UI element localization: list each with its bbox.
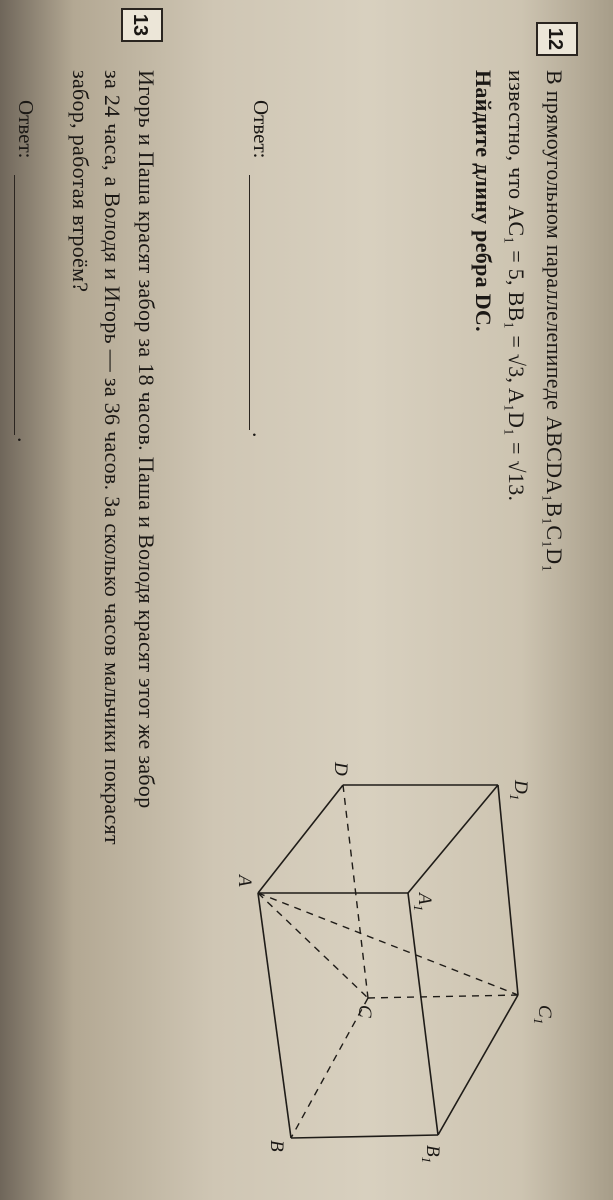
edge-d-a: [258, 785, 343, 893]
edge-a1-d1: [408, 785, 498, 893]
vertex-label-c: C: [354, 1005, 375, 1018]
edge-d1-c1: [498, 785, 518, 995]
edge-c1-b1: [438, 995, 518, 1135]
edge-a-b: [258, 893, 291, 1138]
vertex-label-a1: $A_1$: [411, 893, 435, 912]
task-13-answer-dot: .: [13, 437, 38, 443]
diagonal-a-c: [258, 893, 368, 998]
task-13-line-2: за 24 часа, а Володя и Игорь — за 36 часов. За сколько часов мальчики покрасят: [100, 70, 125, 845]
task-12-line-1: В прямоугольном параллелепипеде ABCDA₁B₁C₁D₁: [542, 70, 567, 573]
edge-b1-a1: [408, 893, 438, 1135]
vertex-label-d: D: [330, 762, 351, 776]
task-12-line-2: известно, что AC₁ = 5, BB₁ = √3, A₁D₁ = √13.: [504, 70, 529, 502]
vertex-label-d1: $D_1$: [507, 780, 531, 801]
hidden-edge-c-b: [291, 998, 368, 1138]
task-12-answer-dot: .: [248, 432, 273, 438]
task-13-answer-field[interactable]: [14, 175, 15, 435]
task-13-line-3: забор, работая втроём?: [68, 70, 93, 293]
edge-b-b1: [291, 1135, 438, 1138]
vertex-label-c1: $C_1$: [531, 1005, 555, 1025]
task-13-answer-label: Ответ:: [14, 100, 38, 159]
task-12-number: 12: [536, 22, 578, 56]
task-13-line-1: Игорь и Паша красят забор за 18 часов. Паша и Володя красят этот же забор: [134, 70, 159, 809]
vertex-label-a: A: [234, 875, 255, 887]
task-13-number: 13: [121, 8, 163, 42]
hidden-edge-d-c: [343, 785, 368, 998]
task-12-answer-label: Ответ:: [249, 100, 273, 159]
hidden-edge-c-c1: [368, 995, 518, 998]
task-12-line-3: Найдите длину ребра DC.: [471, 70, 496, 332]
vertex-label-b: B: [266, 1140, 287, 1152]
diagonal-a-c1: [258, 893, 518, 995]
vertex-label-b1: $B_1$: [419, 1145, 443, 1164]
